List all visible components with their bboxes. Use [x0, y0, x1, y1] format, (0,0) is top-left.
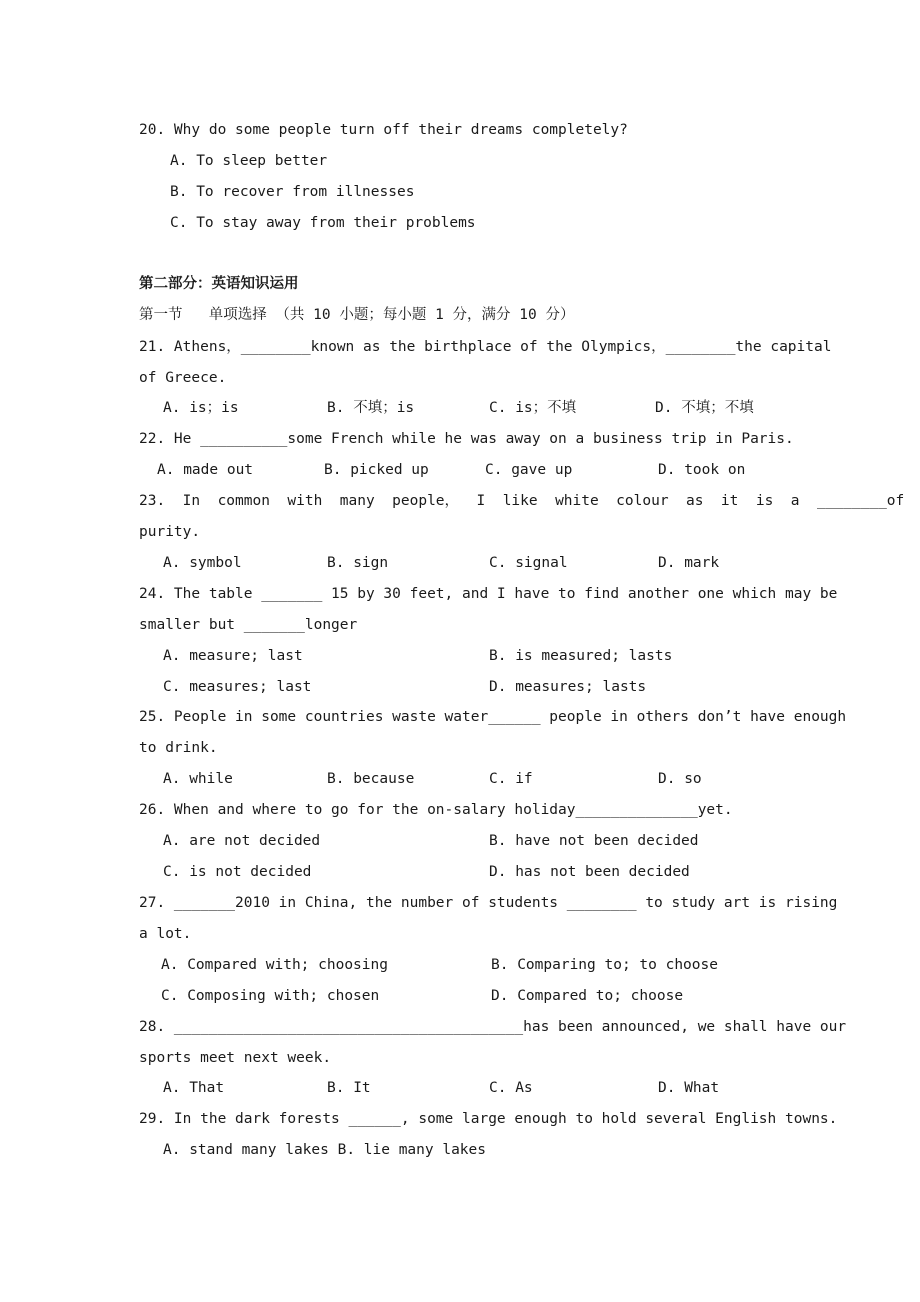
- q21-option-d: D. 不填；不填: [655, 400, 754, 416]
- q23-option-a: A. symbol: [163, 555, 242, 571]
- q28-option-b: B. It: [327, 1080, 371, 1096]
- q21-option-a: A. is；is: [163, 400, 239, 416]
- q27-option-b: B. Comparing to; to choose: [491, 957, 718, 973]
- q20-stem: 20. Why do some people turn off their dreams completely?: [139, 122, 628, 138]
- q20-option-b: B. To recover from illnesses: [170, 184, 415, 200]
- q20-option-a: A. To sleep better: [170, 153, 328, 169]
- q23-option-d: D. mark: [658, 555, 720, 571]
- q25-option-a: A. while: [163, 771, 233, 787]
- q27-stem-line2: a lot.: [139, 926, 192, 942]
- q29-options-ab: A. stand many lakes B. lie many lakes: [163, 1142, 487, 1158]
- q22-option-b: B. picked up: [324, 462, 429, 478]
- q24-option-c: C. measures; last: [163, 679, 312, 695]
- q21-stem-line2: of Greece.: [139, 370, 227, 386]
- q28-option-a: A. That: [163, 1080, 225, 1096]
- q24-stem-line1: 24. The table _______ 15 by 30 feet, and I have to find another one which may be: [139, 586, 838, 602]
- q25-option-c: C. if: [489, 771, 533, 787]
- q26-option-a: A. are not decided: [163, 833, 321, 849]
- q20-option-c: C. To stay away from their problems: [170, 215, 476, 231]
- q23-stem-line1: 23. In common with many people， I like white colour as it is a ________of: [139, 493, 905, 509]
- q23-stem-line2: purity.: [139, 524, 201, 540]
- q26-option-c: C. is not decided: [163, 864, 312, 880]
- q29-stem: 29. In the dark forests ______, some large enough to hold several English towns.: [139, 1111, 838, 1127]
- q24-option-b: B. is measured; lasts: [489, 648, 673, 664]
- section-heading: 第一节 单项选择 （共 10 小题；每小题 1 分，满分 10 分）: [139, 307, 575, 323]
- q28-stem-line1: 28. ________________________________________has been announced, we shall have our: [139, 1019, 847, 1035]
- q28-option-c: C. As: [489, 1080, 533, 1096]
- q25-option-b: B. because: [327, 771, 415, 787]
- q22-option-a: A. made out: [157, 462, 254, 478]
- q27-stem-line1: 27. _______2010 in China, the number of students ________ to study art is rising: [139, 895, 838, 911]
- q25-option-d: D. so: [658, 771, 702, 787]
- q21-option-c: C. is；不填: [489, 400, 577, 416]
- q28-stem-line2: sports meet next week.: [139, 1050, 332, 1066]
- part2-title: 第二部分：英语知识运用: [139, 276, 299, 292]
- q24-stem-line2: smaller but _______longer: [139, 617, 358, 633]
- q27-option-a: A. Compared with; choosing: [161, 957, 388, 973]
- q21-option-b: B. 不填；is: [327, 400, 415, 416]
- q25-stem-line2: to drink.: [139, 740, 218, 756]
- q22-stem: 22. He __________some French while he was away on a business trip in Paris.: [139, 431, 794, 447]
- q21-stem-line1: 21. Athens，________known as the birthplace of the Olympics，________the capital: [139, 339, 832, 355]
- q24-option-a: A. measure; last: [163, 648, 303, 664]
- q26-option-d: D. has not been decided: [489, 864, 690, 880]
- q22-option-c: C. gave up: [485, 462, 573, 478]
- q23-option-b: B. sign: [327, 555, 389, 571]
- q28-option-d: D. What: [658, 1080, 720, 1096]
- q24-option-d: D. measures; lasts: [489, 679, 647, 695]
- q26-stem: 26. When and where to go for the on-salary holiday______________yet.: [139, 802, 733, 818]
- q25-stem-line1: 25. People in some countries waste water______ people in others don’t have enough: [139, 709, 847, 725]
- q27-option-c: C. Composing with; chosen: [161, 988, 380, 1004]
- q23-option-c: C. signal: [489, 555, 568, 571]
- q22-option-d: D. took on: [658, 462, 746, 478]
- q27-option-d: D. Compared to; choose: [491, 988, 684, 1004]
- q26-option-b: B. have not been decided: [489, 833, 699, 849]
